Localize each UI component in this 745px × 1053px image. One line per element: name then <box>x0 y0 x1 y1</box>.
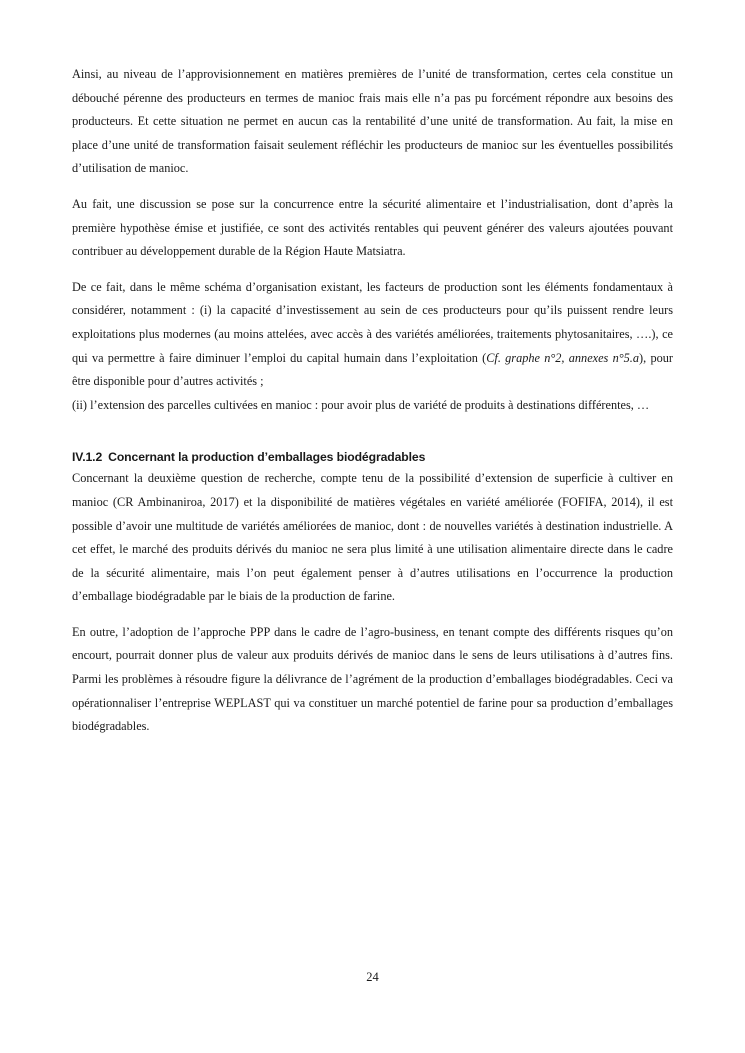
paragraph-production-factors <box>72 276 673 418</box>
paragraph-supply: Ainsi, au niveau de l’approvisionnement en matières premières de l’unité de transformation, certes cela constitue un débouché pérenne des producteurs en termes de manioc frais mais elle n’a pas pu forcément répondre aux besoins des producteurs. Et cette situation ne permet en aucun cas la rentabilité d’une unité de transformation. Au fait, la mise en place d’une unité de transformation faisait seulement réfléchir les producteurs de manioc sur les éventuelles possibilités d’utilisation de manioc. <box>72 67 673 176</box>
section-number: IV.1.2 <box>72 450 103 465</box>
paragraph-production-factors-text-2: ), pour être disponible pour d’autres activités ; <box>72 350 673 389</box>
paragraph-ppp-approach: En outre, l’adoption de l’approche PPP dans le cadre de l’agro-business, en tenant compte des différents risques qu’on encourt, pourrait donner plus de valeur aux produits dérivés de manioc dans le sens de leurs utilisations à d’autres fins. Parmi les problèmes à résoudre figure la délivrance de l’agrément de la production d’emballages biodégradables. Ceci va opérationnaliser l’entreprise WEPLAST qui va constituer un marché potentiel de farine pour sa production d’emballages biodégradables. <box>72 624 673 734</box>
figure-reference: Cf. graphe n°2, annexes n°5.a <box>486 350 640 365</box>
paragraph-production-factors-text-3: (ii) l’extension des parcelles cultivées en manioc : pour avoir plus de variété de produits à destinations différentes, … <box>72 397 650 412</box>
paragraph-food-security: Au fait, une discussion se pose sur la concurrence entre la sécurité alimentaire et l’industrialisation, dont d’après la première hypothèse émise et justifiée, ce sont des activités rentables qui peuvent générer des valeurs ajoutées pouvant contribuer au développement durable de la Région Haute Matsiatra. <box>72 196 673 259</box>
paragraph-research-question: Concernant la deuxième question de recherche, compte tenu de la possibilité d’extension de superficie à cultiver en manioc (CR Ambinaniroa, 2017) et la disponibilité de matières végétales en variété améliorée (FOFIFA, 2014), il est possible d’avoir une multitude de variétés améliorées de manioc, dont : de nouvelles variétés à destination industrielle. A cet effet, le marché des produits dérivés du manioc ne sera plus limité à une utilisation alimentaire directe dans le cadre de la sécurité alimentaire, mais l’on peut également penser à d’autres utilisations en l’occurrence la production d’emballage biodégradable par le biais de la production de farine. <box>72 471 673 604</box>
document-body <box>72 63 673 751</box>
page-number: 24 <box>366 970 379 984</box>
section-heading <box>72 447 673 467</box>
paragraph-production-factors-text: De ce fait, dans le même schéma d’organisation existant, les facteurs de production sont les éléments fondamentaux à considérer, notamment : (i) la capacité d’investissement au sein de ces producteurs pour qu’ils puissent rendre leurs exploitations plus modernes (au moins attelées, avec accès à des variétés améliorées, traitements phytosanitaires, ….), ce qui va permettre à faire diminuer l’emploi du capital humain dans l’exploitation ( <box>72 279 673 365</box>
section-title: Concernant la production d’emballages biodégradables <box>108 450 426 465</box>
